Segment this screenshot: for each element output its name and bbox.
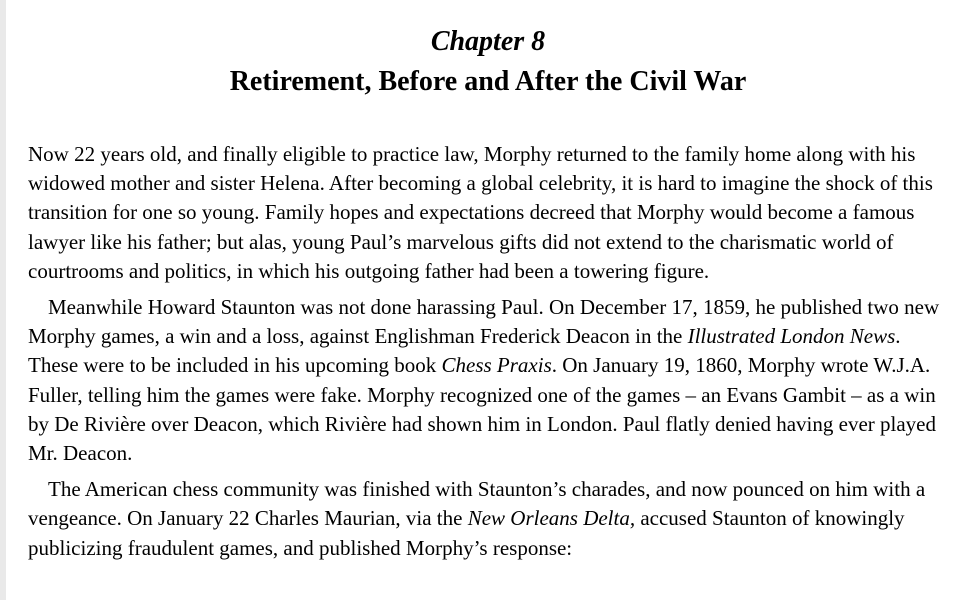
scrollbar-track[interactable]	[0, 0, 6, 600]
paragraph-3	[28, 475, 948, 563]
chapter-body	[28, 140, 948, 563]
book-title-chess-praxis: Chess Praxis	[441, 353, 552, 378]
paragraph-2-text-e: . On January 19, 1860, Morphy wrote W.J.A. Fuller, telling him the games were fake. Morphy recognized one of the games – an Evans Gambit – as a win by De Rivière over Deacon, which Rivière had shown him in London. Paul flatly denied having ever played Mr. Deacon.	[28, 353, 937, 466]
paragraph-2	[28, 293, 948, 468]
chapter-title: Retirement, Before and After the Civil War	[229, 66, 747, 97]
chapter-number: Chapter 8	[430, 26, 546, 57]
paragraph-2-text-a: Meanwhile Howard Staunton was not done harassing Paul. On December 17, 1859, he published two new Morphy games, a win and a loss, against Englishman Frederick Deacon in the	[28, 295, 940, 349]
paragraph-1: Now 22 years old, and finally eligible to practice law, Morphy returned to the family home along with his widowed mother and sister Helena. After becoming a global celebrity, it is hard to imagine the shock of this transition for one so young. Family hopes and expectations decreed that Morphy would become a famous lawyer like his father; but alas, young Paul’s marvelous gifts did not extend to the charismatic world of courtrooms and politics, in which his outgoing father had been a towering figure.	[28, 142, 933, 283]
paragraph-3-text-a: The American chess community was finished with Staunton’s charades, and now pounced on him with a vengeance. On January 22 Charles Maurian, via the	[28, 477, 926, 531]
page-content	[28, 20, 948, 570]
publication-title-new-orleans-delta: New Orleans Delta,	[467, 506, 636, 531]
publication-title-illustrated-london-news: Illustrated London News	[687, 324, 896, 349]
paragraph-2-text-c: . These were to be included in his upcoming book	[28, 324, 901, 378]
paragraph-3-text-c: accused Staunton of knowingly publicizing fraudulent games, and published Morphy’s response:	[28, 506, 905, 560]
